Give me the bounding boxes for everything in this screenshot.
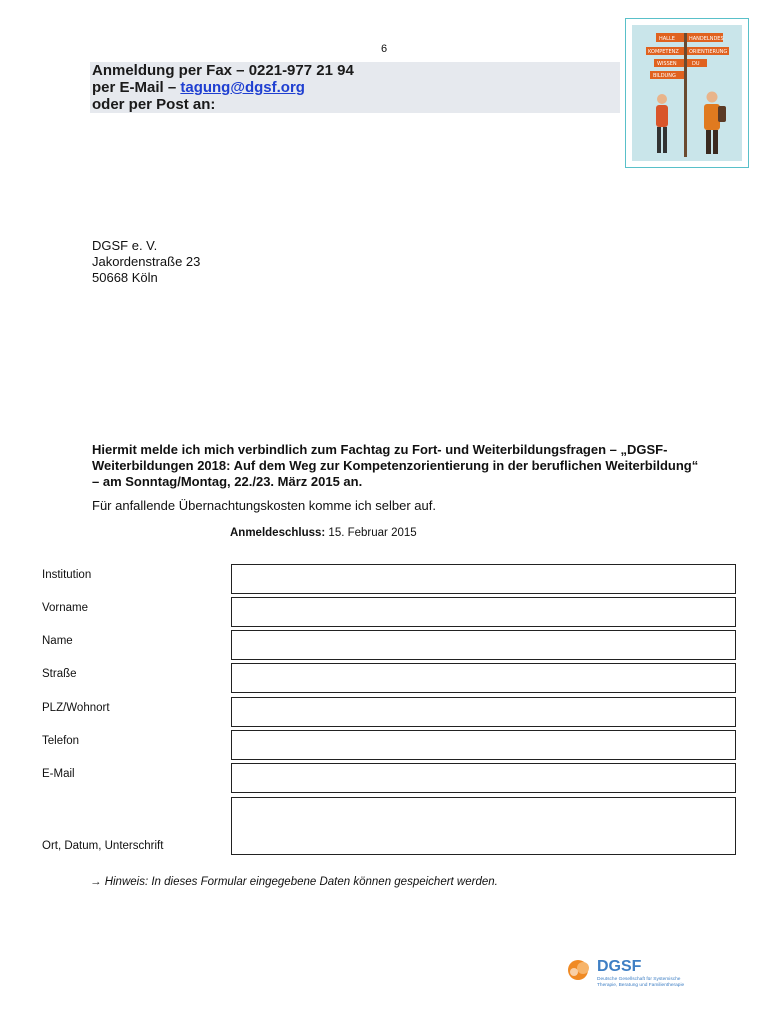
label-email: E-Mail [42, 768, 75, 780]
first-name-field[interactable] [231, 597, 736, 627]
sign-text-3: KOMPETENZ [648, 49, 679, 55]
postal-address [92, 238, 200, 286]
signpost-pole [684, 33, 687, 157]
sign-text-1: HALLE [659, 36, 675, 42]
sign-text-6: DU [692, 61, 700, 67]
label-telefon: Telefon [42, 735, 80, 747]
street-field[interactable] [231, 663, 736, 693]
sign-text-4: ORIENTIERUNG [689, 49, 728, 55]
label-ort-datum-unterschrift: Ort, Datum, Unterschrift [42, 840, 164, 852]
email-line [92, 79, 305, 96]
signpost-illustration [625, 18, 749, 168]
accommodation-costs-note: Für anfallende Übernachtungskosten komme ich selber auf. [92, 498, 436, 513]
sign-kompetenz [646, 47, 684, 55]
sign-text-2: HANDELNDES [689, 36, 724, 42]
sign-halle [656, 33, 684, 42]
address-city: 50668 Köln [92, 270, 158, 285]
dgsf-logo [566, 956, 686, 996]
dgsf-tagline-2: Therapie, Beratung und Familientherapie [597, 983, 685, 988]
place-date-signature-field[interactable] [231, 797, 736, 855]
deadline-value: 15. Februar 2015 [325, 527, 417, 539]
address-street: Jakordenstraße 23 [92, 254, 201, 269]
registration-statement: Hiermit melde ich mich verbindlich zum Fachtag zu Fort- und Weiterbildungsfragen – „DGSF-Weiterbildungen 2018: Auf dem Weg zur Kompetenzorientierung in der beruflichen Weiterbildung“ – am Sonntag/Montag, 22./23. März 2015 an. [92, 442, 699, 489]
registration-deadline [230, 527, 417, 539]
signpost-graphic [632, 25, 742, 161]
deadline-label: Anmeldeschluss: [230, 527, 326, 539]
postcode-city-field[interactable] [231, 697, 736, 727]
label-plz-wohnort: PLZ/Wohnort [42, 702, 110, 714]
dgsf-logo-tagline [597, 977, 684, 989]
email-field[interactable] [231, 763, 736, 793]
fax-line: Anmeldung per Fax – 0221-977 21 94 [92, 62, 354, 79]
sign-text-5: WISSEN [657, 61, 677, 67]
sign-bildung [650, 71, 684, 79]
sign-wissen [654, 59, 684, 67]
label-name: Name [42, 635, 73, 647]
address-org: DGSF e. V. [92, 238, 158, 253]
email-link[interactable]: tagung@dgsf.org [180, 79, 305, 96]
email-prefix: per E-Mail – [92, 79, 181, 96]
institution-field[interactable] [231, 564, 736, 594]
label-strasse: Straße [42, 668, 77, 680]
dgsf-tagline-1: Deutsche Gesellschaft für Systemische [597, 977, 681, 982]
dgsf-logo-mark-icon [566, 958, 596, 982]
data-storage-notice: → Hinweis: In dieses Formular eingegebene Daten können gespeichert werden. [90, 876, 498, 888]
label-vorname: Vorname [42, 602, 89, 614]
post-line: oder per Post an: [92, 96, 216, 113]
phone-field[interactable] [231, 730, 736, 760]
sign-text-7: BILDUNG [653, 73, 676, 79]
page-number: 6 [381, 43, 388, 55]
last-name-field[interactable] [231, 630, 736, 660]
label-institution: Institution [42, 569, 92, 581]
sign-du [687, 59, 707, 67]
dgsf-logo-name: DGSF [597, 958, 642, 975]
sign-handelndes [687, 33, 724, 42]
sign-orientierung [687, 47, 729, 55]
